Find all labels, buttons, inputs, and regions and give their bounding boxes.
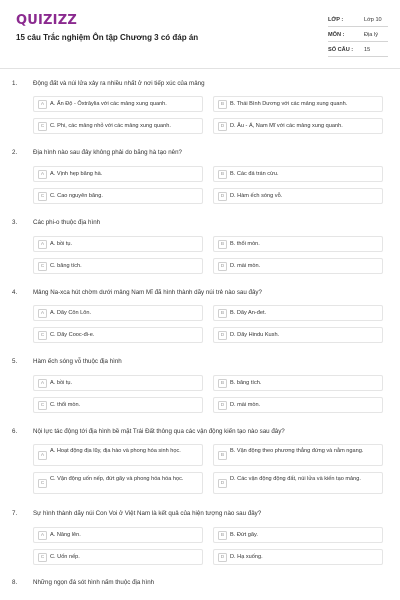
meta-subject-label: MÔN :	[328, 32, 345, 38]
answer-option-b[interactable]	[213, 375, 383, 391]
option-letter: A	[38, 170, 47, 179]
option-text: D. Dãy Hindu Kush.	[230, 332, 280, 338]
option-text: D. Âu - Á, Nam Mĩ với các mảng xung quanh.	[230, 123, 343, 129]
option-letter: D	[218, 479, 227, 488]
answer-option-d[interactable]	[213, 258, 383, 274]
question-text: Những ngọn đá sót hình nấm thuộc địa hình	[33, 579, 155, 586]
answer-option-d[interactable]	[213, 118, 383, 134]
option-text: B. thổi mòn.	[230, 241, 260, 247]
option-text: A. Ấn Độ - Ôxtrâylia với các mảng xung quanh.	[50, 101, 167, 107]
meta-divider	[328, 56, 388, 57]
meta-count-label: SỐ CÂU :	[328, 47, 354, 53]
option-text: A. bồi tụ.	[50, 241, 73, 247]
option-letter: B	[218, 531, 227, 540]
option-text: C. thổi mòn.	[50, 402, 81, 408]
option-text: C. Uốn nếp.	[50, 554, 80, 560]
option-letter: C	[38, 122, 47, 131]
answer-option-c[interactable]	[33, 327, 203, 343]
answer-option-c[interactable]	[33, 397, 203, 413]
option-letter: B	[218, 170, 227, 179]
meta-count-value: 15	[364, 47, 371, 53]
option-letter: B	[218, 379, 227, 388]
option-text: A. Hoạt động địa lũy, địa hào và phong hóa sinh học.	[50, 448, 181, 454]
option-letter: D	[218, 331, 227, 340]
option-letter: A	[38, 100, 47, 109]
option-text: A. Vịnh hẹp băng hà.	[50, 171, 103, 177]
worksheet-title: 15 câu Trắc nghiệm Ôn tập Chương 3 có đáp án	[16, 33, 199, 42]
question-number: 2.	[12, 149, 18, 156]
answer-option-c[interactable]	[33, 258, 203, 274]
question-number: 8.	[12, 579, 18, 586]
option-text: D. Các vận động động đất, núi lửa và kiến tạo mảng.	[230, 476, 361, 482]
option-text: B. băng tích.	[230, 380, 262, 386]
answer-option-d[interactable]	[213, 397, 383, 413]
answer-option-a[interactable]	[33, 166, 203, 182]
option-text: C. Cao nguyên băng.	[50, 193, 103, 199]
answer-option-d[interactable]	[213, 549, 383, 565]
option-text: C. Vận động uốn nếp, đứt gãy và phong hóa hóa học.	[50, 476, 184, 482]
question-text: Địa hình nào sau đây không phải do băng hà tạo nên?	[33, 149, 182, 156]
option-letter: B	[218, 309, 227, 318]
option-letter: B	[218, 100, 227, 109]
option-letter: A	[38, 309, 47, 318]
option-letter: C	[38, 553, 47, 562]
option-letter: A	[38, 379, 47, 388]
option-letter: C	[38, 479, 47, 488]
option-letter: C	[38, 262, 47, 271]
answer-option-a[interactable]	[33, 375, 203, 391]
option-text: D. mài mòn.	[230, 263, 261, 269]
option-text: A. Nâng lên.	[50, 532, 81, 538]
answer-option-b[interactable]	[213, 166, 383, 182]
answer-option-c[interactable]	[33, 472, 203, 494]
option-letter: D	[218, 192, 227, 201]
option-text: D. Hạ xuống.	[230, 554, 263, 560]
question-number: 3.	[12, 219, 18, 226]
option-letter: A	[38, 240, 47, 249]
question-text: Các phi-o thuộc địa hình	[33, 219, 101, 226]
question-text: Mảng Na-xca hút chờm dưới mảng Nam Mĩ đã hình thành dãy núi trẻ nào sau đây?	[33, 289, 262, 296]
option-text: B. Đứt gãy.	[230, 532, 258, 538]
header-divider	[0, 68, 400, 69]
quizizz-logo: QUIZIZZ	[16, 13, 77, 28]
answer-option-d[interactable]	[213, 188, 383, 204]
answer-option-a[interactable]	[33, 527, 203, 543]
option-text: B. Vận động theo phương thẳng đứng và nằm ngang.	[230, 448, 364, 454]
option-letter: B	[218, 240, 227, 249]
answer-option-b[interactable]	[213, 96, 383, 112]
answer-option-d[interactable]	[213, 472, 383, 494]
option-letter: A	[38, 531, 47, 540]
question-text: Nội lực tác động tới địa hình bề mặt Trái Đất thông qua các vận động kiến tạo nào sau đây?	[33, 428, 285, 435]
answer-option-c[interactable]	[33, 188, 203, 204]
option-letter: C	[38, 331, 47, 340]
option-letter: D	[218, 122, 227, 131]
option-letter: D	[218, 553, 227, 562]
option-text: D. mài mòn.	[230, 402, 261, 408]
option-text: C. băng tích.	[50, 263, 82, 269]
option-letter: B	[218, 451, 227, 460]
answer-option-b[interactable]	[213, 444, 383, 466]
meta-class-label: LỚP :	[328, 17, 344, 23]
question-number: 1.	[12, 80, 18, 87]
question-text: Sự hình thành dãy núi Con Voi ở Việt Nam là kết quả của hiện tượng nào sau đây?	[33, 510, 262, 517]
question-number: 6.	[12, 428, 18, 435]
question-number: 7.	[12, 510, 18, 517]
answer-option-b[interactable]	[213, 305, 383, 321]
answer-option-b[interactable]	[213, 236, 383, 252]
answer-option-a[interactable]	[33, 444, 203, 466]
answer-option-a[interactable]	[33, 305, 203, 321]
answer-option-a[interactable]	[33, 96, 203, 112]
option-text: B. Các đá trán cừu.	[230, 171, 279, 177]
option-letter: D	[218, 401, 227, 410]
answer-option-b[interactable]	[213, 527, 383, 543]
meta-divider	[328, 26, 388, 27]
option-letter: D	[218, 262, 227, 271]
question-number: 4.	[12, 289, 18, 296]
meta-class-value: Lớp 10	[364, 17, 382, 23]
option-text: B. Thái Bình Dương với các mảng xung quanh.	[230, 101, 348, 107]
question-text: Hàm ếch sóng vỗ thuộc địa hình	[33, 358, 122, 365]
option-letter: A	[38, 451, 47, 460]
meta-divider	[328, 41, 388, 42]
option-text: A. bồi tụ.	[50, 380, 73, 386]
meta-subject-value: Địa lý	[364, 32, 378, 38]
question-text: Động đất và núi lửa xảy ra nhiều nhất ở nơi tiếp xúc của mảng	[33, 80, 205, 87]
question-number: 5.	[12, 358, 18, 365]
answer-option-d[interactable]	[213, 327, 383, 343]
option-letter: C	[38, 192, 47, 201]
option-letter: C	[38, 401, 47, 410]
option-text: A. Dãy Côn Lôn.	[50, 310, 92, 316]
answer-option-c[interactable]	[33, 118, 203, 134]
option-text: D. Hàm ếch sóng vỗ.	[230, 193, 283, 199]
option-text: B. Dãy An-đet.	[230, 310, 267, 316]
answer-option-a[interactable]	[33, 236, 203, 252]
option-text: C. Phi, các mảng nhỏ với các mảng xung quanh.	[50, 123, 171, 129]
worksheet-header	[0, 0, 400, 68]
answer-option-c[interactable]	[33, 549, 203, 565]
option-text: C. Dãy Cooc-đi-e.	[50, 332, 95, 338]
